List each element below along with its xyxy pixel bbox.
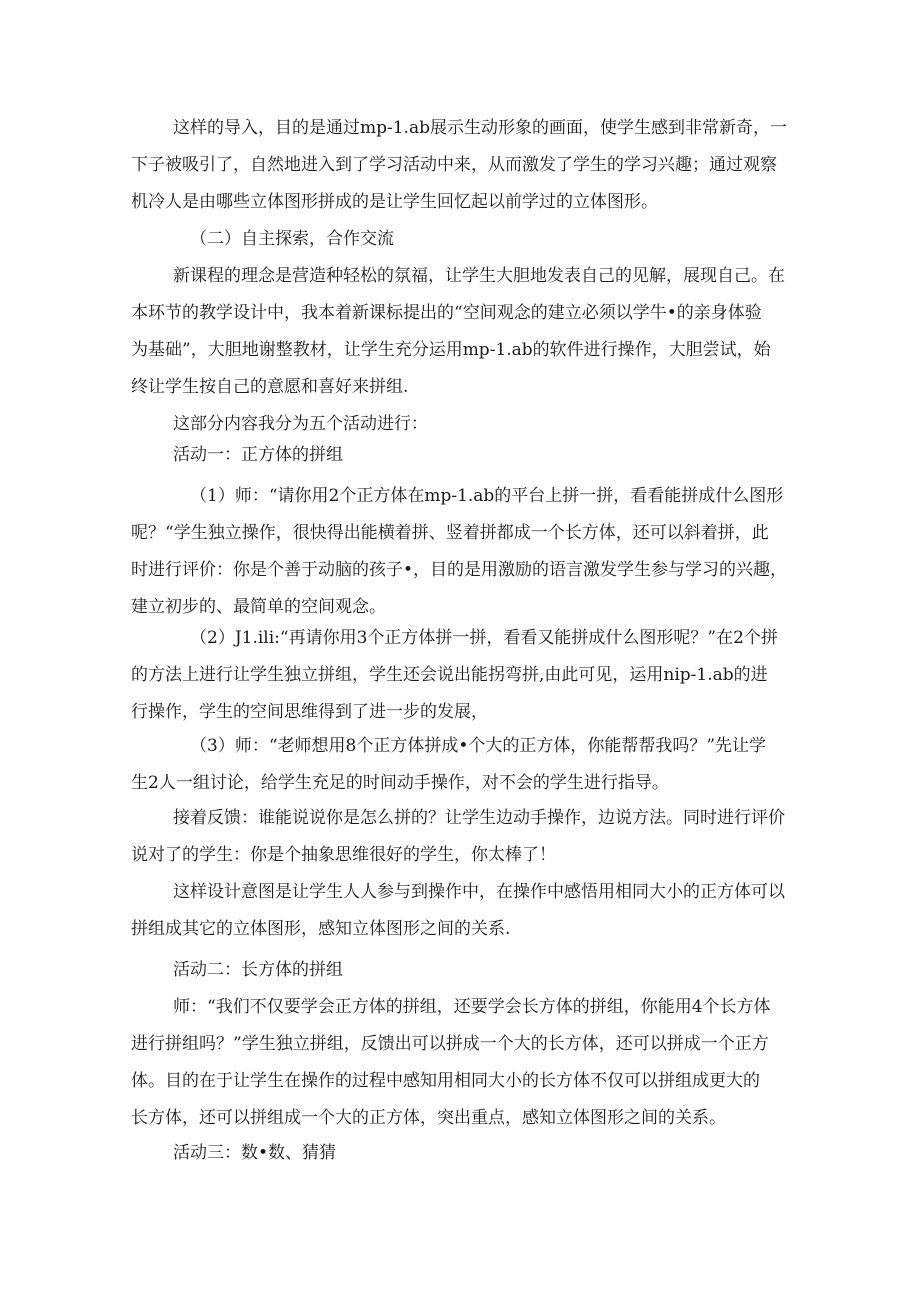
text-line: 下子被吸引了，自然地进入到了学习活动中来，从而激发了学生的学习兴趣；通过观察 xyxy=(131,155,777,175)
paragraph-curriculum-concept xyxy=(131,258,791,406)
activity-three-heading xyxy=(131,1135,791,1172)
text-line: 长方体，还可以拼组成一个大的正方体，突出重点，感知立体图形之间的关系。 xyxy=(131,1108,726,1128)
text-line: （2）J1.ili:“再请你用3个正方体拼一拼，看看又能拼成什么图形呢？”在2个拼 xyxy=(190,628,778,648)
text-line: 接着反馈：谁能说说你是怎么拼的？让学生边动手操作，边说方法。同时进行评价 xyxy=(173,808,785,828)
text-line: 师：“我们不仅要学会正方体的拼组，还要学会长方体的拼组，你能用4个长方体 xyxy=(173,997,771,1017)
text-line: （二）自主探索，合作交流 xyxy=(190,229,394,249)
text-line: 说对了的学生：你是个抽象思维很好的学生，你太棒了！ xyxy=(131,845,556,865)
paragraph-intro-purpose xyxy=(131,110,791,221)
text-line: 本环节的教学设计中，我本着新课标提出的“空间观念的建立必须以学牛•的亲身体验 xyxy=(131,303,762,323)
text-line: 的方法上进行让学生独立拼组，学生还会说出能拐弯拼,由此可见，运用nip-1.ab的进 xyxy=(131,665,768,685)
text-line: 为基础”，大胆地谢整教材，让学生充分运用mp-1.ab的软件进行操作，大胆尝试，始 xyxy=(131,340,771,360)
text-line: 活动一：正方体的拼组 xyxy=(173,445,343,465)
paragraph-design-intent xyxy=(131,874,791,948)
activity-two-heading xyxy=(131,952,791,989)
section-heading xyxy=(131,221,791,258)
paragraph-activity-two xyxy=(131,989,791,1137)
text-line: （1）师：“请你用2个正方体在mp-1.ab的平台上拼一拼，看看能拼成什么图形 xyxy=(190,486,784,506)
text-line: 体。目的在于让学生在操作的过程中感知用相同大小的长方体不仅可以拼组成更大的 xyxy=(131,1071,760,1091)
text-line: 进行拼组吗？”学生独立拼组，反馈出可以拼成一个大的长方体，还可以拼成一个正方 xyxy=(131,1034,769,1054)
text-line: 建立初步的、最简单的空间观念。 xyxy=(131,597,386,617)
text-line: 这样设计意图是让学生人人参与到操作中，在操作中感悟用相同大小的正方体可以 xyxy=(173,882,785,902)
activity-one-heading xyxy=(131,437,791,474)
paragraph-activity-one-step-2 xyxy=(131,620,791,731)
text-line: 终让学生按自己的意愿和喜好来拼组. xyxy=(131,377,409,397)
text-line: 生2人一组讨论，给学生充足的时间动手操作，对不会的学生进行指导。 xyxy=(131,773,669,793)
text-line: 呢？“学生独立操作，很快得出能横着拼、竖着拼都成一个长方体，还可以斜着拼，此 xyxy=(131,523,769,543)
text-line: 活动三：数•数、猜猜 xyxy=(173,1143,337,1163)
text-line: 这部分内容我分为五个活动进行： xyxy=(173,414,428,434)
text-line: 行操作，学生的空间思维得到了进一步的发展， xyxy=(131,702,488,722)
text-line: 拼组成其它的立体图形，感知立体图形之间的关系. xyxy=(131,919,511,939)
paragraph-activity-one-step-3 xyxy=(131,728,791,802)
text-line: 时进行评价：你是个善于动脑的孩子•，目的是用激励的语言激发学生参与学习的兴趣， xyxy=(131,560,788,580)
text-line: 机冷人是由哪些立体图形拼成的是让学生回忆起以前学过的立体图形。 xyxy=(131,192,658,212)
paragraph-feedback xyxy=(131,800,791,874)
text-line: 新课程的理念是营造种轻松的氛福，让学生大胆地发表自己的见解，展现自己。在 xyxy=(173,266,785,286)
text-line: （3）师：“老师想用8个正方体拼成•个大的正方体，你能帮帮我吗？”先让学 xyxy=(190,736,767,756)
text-line: 这样的导入，目的是通过mp-1.ab展示生动形象的画面，使学生感到非常新奇，一 xyxy=(173,118,787,138)
paragraph-activity-one-step-1 xyxy=(131,478,791,626)
text-line: 活动二：长方体的拼组 xyxy=(173,960,343,980)
